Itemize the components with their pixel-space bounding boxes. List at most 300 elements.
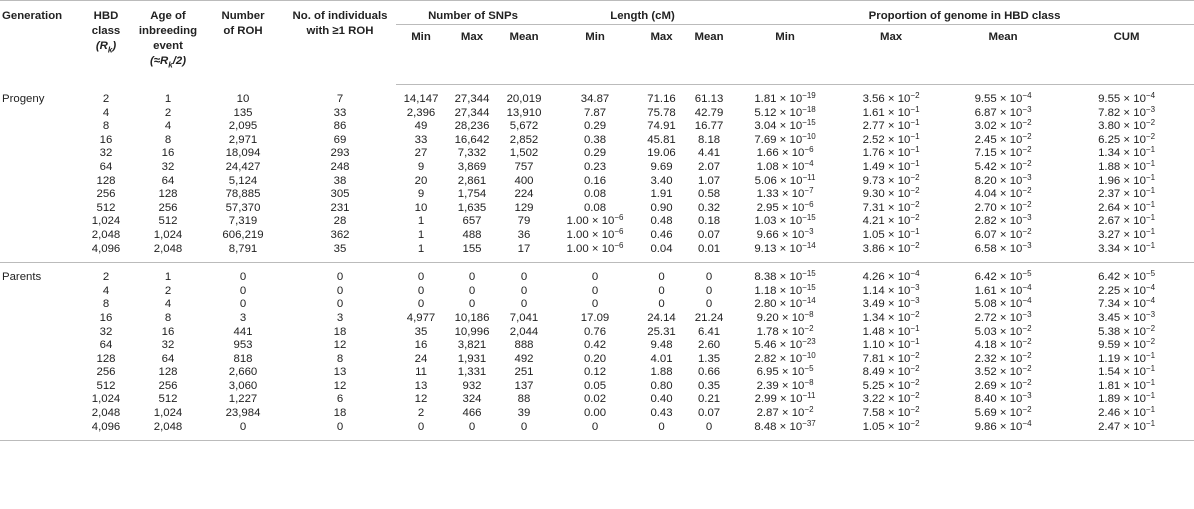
cell-snp-mean: 0 [498, 421, 550, 441]
cell-ind: 18 [333, 325, 347, 338]
cell-snp-min: 16 [414, 339, 428, 352]
cell-len-min: 0.76 [583, 325, 607, 338]
cell-age: 256 [158, 201, 178, 214]
cell-p-min: $1.03 \times 10^{-15}$ [754, 213, 816, 228]
cell-len-mean: 1.07 [697, 174, 721, 187]
cell-snp-mean: 492 [514, 352, 534, 365]
cell-len-mean: 21.24 [694, 311, 724, 324]
cell-p-cum: $2.37 \times 10^{-1}$ [1098, 186, 1156, 201]
cell-p-mean: $6.42 \times 10^{-5}$ [947, 263, 1059, 285]
header-age: Age of inbreeding event $(\approx R_k/2)$ [134, 1, 202, 85]
header-length-cm: Length (cM) [550, 1, 735, 25]
cell-len-mean: 0.07 [697, 228, 721, 241]
cell-p-min: $2.39 \times 10^{-8}$ [756, 377, 814, 392]
cell-snp-mean: 888 [514, 339, 534, 352]
cell-ind: 35 [333, 242, 347, 255]
cell-len-max: 1.91 [650, 188, 673, 201]
cell-age: 1,024 [153, 407, 183, 420]
cell-snp-max: 0 [446, 263, 498, 285]
parents-section [0, 263, 1194, 441]
cell-ind: 8 [336, 352, 344, 365]
table-row [0, 188, 1194, 202]
cell-snp-min: 9 [417, 160, 425, 173]
cell-p-max: $8.49 \times 10^{-2}$ [862, 364, 920, 379]
cell-roh: 3 [239, 311, 247, 324]
cell-age: 512 [158, 393, 178, 406]
cell-snp-mean: 0 [498, 263, 550, 285]
cell-p-mean: $5.69 \times 10^{-2}$ [974, 405, 1032, 420]
cell-snp-min: 14,147 [403, 93, 439, 105]
cell-p-mean: $8.20 \times 10^{-3}$ [974, 172, 1032, 187]
cell-snp-min: 0 [396, 263, 446, 285]
cell-snp-mean: 137 [514, 379, 534, 392]
cell-len-min: 0.29 [583, 120, 607, 133]
cell-p-max: $1.76 \times 10^{-1}$ [862, 145, 920, 160]
cell-hbd: 32 [99, 325, 113, 338]
cell-p-cum: $1.54 \times 10^{-1}$ [1098, 364, 1156, 379]
cell-snp-mean: 39 [517, 407, 531, 420]
cell-snp-max: 27,344 [454, 106, 490, 119]
cell-roh: 135 [233, 106, 253, 119]
cell-p-max: $1.10 \times 10^{-1}$ [862, 337, 920, 352]
generation-cell [0, 147, 78, 161]
cell-snp-max: 657 [462, 215, 482, 228]
cell-p-cum: $3.34 \times 10^{-1}$ [1098, 240, 1156, 255]
cell-snp-mean: 757 [514, 160, 534, 173]
cell-len-min: 0.02 [583, 393, 607, 406]
cell-len-max: 25.31 [647, 325, 676, 338]
cell-hbd: 512 [96, 201, 116, 214]
cell-snp-max: 2,861 [457, 174, 487, 187]
cell-ind: 0 [284, 421, 396, 441]
generation-cell [0, 353, 78, 367]
cell-p-min: $1.66 \times 10^{-6}$ [756, 145, 814, 160]
cell-p-mean: $7.15 \times 10^{-2}$ [974, 145, 1032, 160]
cell-snp-max: 10,996 [454, 325, 490, 338]
cell-p-min: $2.87 \times 10^{-2}$ [756, 405, 814, 420]
cell-len-mean: 2.07 [697, 160, 721, 173]
cell-len-max: 74.91 [647, 120, 676, 133]
cell-roh: 953 [233, 339, 253, 352]
cell-p-min: $1.08 \times 10^{-4}$ [756, 158, 814, 173]
cell-len-min: 0 [591, 284, 599, 297]
generation-cell [0, 134, 78, 148]
cell-len-mean: 0.18 [697, 215, 721, 228]
cell-p-cum: $6.25 \times 10^{-2}$ [1098, 131, 1156, 146]
cell-snp-mean: 88 [517, 393, 531, 406]
cell-snp-max: 3,869 [457, 160, 487, 173]
cell-ind: 86 [333, 120, 347, 133]
cell-p-max: $9.30 \times 10^{-2}$ [862, 186, 920, 201]
generation-cell [0, 107, 78, 121]
cell-roh: 23,984 [225, 407, 261, 420]
cell-len-mean: 8.18 [697, 133, 721, 146]
cell-snp-mean: 0 [520, 284, 528, 297]
cell-len-min: 0.38 [583, 133, 607, 146]
cell-roh: 78,885 [225, 188, 261, 201]
cell-snp-min: 2,396 [406, 106, 436, 119]
cell-age: 32 [161, 160, 175, 173]
cell-snp-max: 155 [462, 242, 482, 255]
cell-p-cum: $2.25 \times 10^{-4}$ [1098, 282, 1156, 297]
cell-p-min: $9.13 \times 10^{-14}$ [754, 240, 816, 255]
cell-snp-max: 0 [446, 421, 498, 441]
cell-ind: 0 [336, 284, 344, 297]
generation-cell [0, 366, 78, 380]
generation-cell [0, 215, 78, 229]
cell-len-min: 0.12 [583, 366, 607, 379]
table-row [0, 393, 1194, 407]
table-row [0, 298, 1194, 312]
table-row [0, 312, 1194, 326]
cell-len-mean: 0 [705, 298, 713, 311]
cell-age: 16 [161, 147, 175, 160]
generation-cell [0, 393, 78, 407]
cell-hbd: 16 [99, 311, 113, 324]
cell-ind: 13 [333, 366, 347, 379]
cell-p-mean: $8.40 \times 10^{-3}$ [974, 391, 1032, 406]
cell-p-min: $8.48 \times 10^{-37}$ [735, 421, 835, 441]
cell-p-max: $1.49 \times 10^{-1}$ [862, 158, 920, 173]
cell-hbd: 2,048 [91, 407, 121, 420]
cell-snp-min: 2 [417, 407, 425, 420]
cell-p-max: $7.31 \times 10^{-2}$ [862, 199, 920, 214]
cell-len-max: 24.14 [647, 311, 676, 324]
cell-len-mean: 61.13 [694, 93, 724, 105]
cell-p-min: $2.99 \times 10^{-11}$ [754, 391, 816, 406]
cell-age: 128 [158, 366, 178, 379]
cell-len-max: 0.43 [650, 407, 673, 420]
cell-p-max: $2.52 \times 10^{-1}$ [862, 131, 920, 146]
cell-len-max: 1.88 [650, 366, 673, 379]
cell-p-max: $1.34 \times 10^{-2}$ [862, 309, 920, 324]
generation-cell [0, 326, 78, 340]
cell-roh: 2,660 [228, 366, 258, 379]
cell-p-mean: $6.58 \times 10^{-3}$ [974, 240, 1032, 255]
table-row [0, 85, 1194, 107]
cell-len-mean: 0 [683, 421, 735, 441]
cell-p-cum: $3.27 \times 10^{-1}$ [1098, 226, 1156, 241]
cell-snp-min: 49 [414, 120, 428, 133]
cell-len-mean: 0 [683, 263, 735, 285]
cell-hbd: 4,096 [91, 242, 121, 255]
generation-cell [0, 298, 78, 312]
cell-age: 128 [158, 188, 178, 201]
cell-len-max: 0.90 [650, 201, 673, 214]
cell-len-mean: 0 [705, 284, 713, 297]
cell-hbd: 8 [102, 120, 110, 133]
cell-len-min: 34.87 [580, 93, 610, 105]
cell-snp-min: 1 [417, 215, 425, 228]
cell-roh: 10 [236, 92, 250, 105]
cell-roh: 2,095 [228, 120, 258, 133]
table-row [0, 147, 1194, 161]
cell-snp-min: 27 [414, 147, 428, 160]
table-row [0, 421, 1194, 441]
cell-hbd: 64 [99, 339, 113, 352]
cell-hbd: 1,024 [91, 393, 121, 406]
cell-len-max: 4.01 [650, 352, 673, 365]
cell-p-mean: $5.03 \times 10^{-2}$ [974, 323, 1032, 338]
cell-p-cum: $1.34 \times 10^{-1}$ [1098, 145, 1156, 160]
cell-ind: 3 [336, 311, 344, 324]
cell-roh: 0 [239, 298, 247, 311]
cell-len-min: 0.16 [583, 174, 607, 187]
cell-snp-min: 9 [417, 188, 425, 201]
cell-hbd: 512 [96, 379, 116, 392]
cell-snp-mean: 224 [514, 188, 534, 201]
cell-len-mean: 0.32 [697, 201, 721, 214]
generation-cell [0, 339, 78, 353]
cell-len-max: 0.80 [650, 379, 673, 392]
cell-snp-max: 1,635 [457, 201, 487, 214]
table-row [0, 285, 1194, 299]
cell-p-cum: $3.45 \times 10^{-3}$ [1098, 309, 1156, 324]
cell-roh: 18,094 [225, 147, 261, 160]
cell-age: 2,048 [153, 242, 183, 255]
cell-hbd: 128 [96, 352, 116, 365]
cell-p-cum: $5.38 \times 10^{-2}$ [1098, 323, 1156, 338]
cell-len-min: 17.09 [580, 311, 610, 324]
cell-roh: 7,319 [228, 215, 258, 228]
cell-snp-mean: 7,041 [509, 311, 539, 324]
cell-p-max: $4.26 \times 10^{-4}$ [835, 263, 947, 285]
generation-cell [0, 407, 78, 421]
cell-p-cum: $1.81 \times 10^{-1}$ [1098, 377, 1156, 392]
cell-ind: 0 [284, 263, 396, 285]
cell-len-mean: 42.79 [694, 106, 724, 119]
generation-cell [0, 229, 78, 243]
cell-snp-mean: 129 [514, 201, 534, 214]
header-proportion: Proportion of genome in HBD class [735, 1, 1194, 25]
cell-p-max: $7.81 \times 10^{-2}$ [862, 350, 920, 365]
cell-p-cum: $7.34 \times 10^{-4}$ [1098, 296, 1156, 311]
cell-hbd: 1,024 [91, 215, 121, 228]
cell-age: 2 [164, 284, 172, 297]
cell-snp-mean: 17 [517, 242, 531, 255]
cell-hbd: 8 [102, 298, 110, 311]
cell-snp-min: 11 [415, 366, 427, 379]
cell-snp-mean: 36 [517, 228, 531, 241]
table-row [0, 202, 1194, 216]
cell-p-min: $1.18 \times 10^{-15}$ [754, 282, 816, 297]
cell-len-max: 45.81 [647, 133, 676, 146]
generation-cell [0, 243, 78, 263]
cell-snp-min: 35 [414, 325, 428, 338]
table-row [0, 326, 1194, 340]
cell-roh: 0 [239, 284, 247, 297]
cell-snp-max: 3,821 [457, 339, 487, 352]
header-individuals: No. of individuals with ≥1 ROH [284, 1, 396, 85]
header-len-mean: Mean [683, 25, 735, 85]
cell-p-min: $5.12 \times 10^{-18}$ [754, 104, 816, 119]
cell-roh: 606,219 [222, 228, 264, 241]
cell-age: 1,024 [153, 228, 183, 241]
cell-snp-min: 0 [396, 421, 446, 441]
cell-age: 64 [161, 174, 175, 187]
cell-p-mean: $1.61 \times 10^{-4}$ [974, 282, 1032, 297]
table-row [0, 161, 1194, 175]
cell-len-min: 0.05 [583, 379, 607, 392]
cell-snp-max: 7,332 [457, 147, 487, 160]
cell-p-cum: $1.88 \times 10^{-1}$ [1098, 158, 1156, 173]
cell-snp-max: 0 [468, 284, 476, 297]
cell-len-max: 0.46 [650, 228, 673, 241]
cell-len-min: 0.29 [583, 147, 607, 160]
header-snp-min: Min [396, 25, 446, 85]
cell-snp-mean: 5,672 [509, 120, 539, 133]
cell-age: 8 [164, 133, 172, 146]
cell-p-cum: $1.96 \times 10^{-1}$ [1098, 172, 1156, 187]
table-row [0, 229, 1194, 243]
cell-snp-max: 0 [468, 298, 476, 311]
cell-len-min: 0 [591, 298, 599, 311]
cell-len-max: 19.06 [647, 147, 676, 160]
cell-p-max: $7.58 \times 10^{-2}$ [862, 405, 920, 420]
cell-p-mean: $3.02 \times 10^{-2}$ [974, 118, 1032, 133]
cell-len-mean: 16.77 [694, 120, 724, 133]
cell-snp-mean: 400 [514, 174, 534, 187]
cell-snp-max: 27,344 [454, 93, 490, 105]
cell-ind: 6 [336, 393, 344, 406]
cell-p-min: $9.66 \times 10^{-3}$ [756, 226, 814, 241]
table-row [0, 243, 1194, 263]
cell-snp-min: 4,977 [406, 311, 436, 324]
table-row [0, 380, 1194, 394]
cell-roh: 2,971 [228, 133, 258, 146]
cell-len-mean: 0.21 [697, 393, 721, 406]
cell-snp-mean: 2,044 [509, 325, 539, 338]
cell-p-min: $2.82 \times 10^{-10}$ [754, 350, 816, 365]
cell-p-cum: $2.46 \times 10^{-1}$ [1098, 405, 1156, 420]
cell-hbd: 4,096 [78, 421, 134, 441]
cell-roh: 57,370 [225, 201, 261, 214]
cell-p-max: $5.25 \times 10^{-2}$ [862, 377, 920, 392]
table-row [0, 353, 1194, 367]
cell-snp-min: 1 [417, 228, 425, 241]
cell-len-min: 7.87 [583, 106, 607, 119]
cell-len-max: 0.04 [650, 242, 673, 255]
cell-hbd: 256 [96, 188, 116, 201]
generation-cell [0, 285, 78, 299]
cell-snp-max: 932 [462, 379, 482, 392]
cell-age: 8 [164, 311, 172, 324]
cell-p-mean: $2.32 \times 10^{-2}$ [974, 350, 1032, 365]
cell-ind: 231 [330, 201, 350, 214]
cell-p-cum: $9.59 \times 10^{-2}$ [1098, 337, 1156, 352]
cell-p-mean: $2.82 \times 10^{-3}$ [974, 213, 1032, 228]
cell-len-mean: 0.35 [697, 379, 721, 392]
cell-len-min: 0.08 [583, 188, 607, 201]
cell-ind: 69 [333, 133, 347, 146]
cell-hbd: 4 [102, 106, 110, 119]
cell-p-mean: $6.87 \times 10^{-3}$ [974, 104, 1032, 119]
header-snp-max: Max [446, 25, 498, 85]
cell-roh: 0 [202, 263, 284, 285]
cell-p-cum: $2.64 \times 10^{-1}$ [1098, 199, 1156, 214]
cell-p-cum: $9.55 \times 10^{-4}$ [1098, 91, 1156, 105]
cell-ind: 248 [330, 160, 350, 173]
header-prop-max: Max [835, 25, 947, 85]
cell-roh: 818 [233, 352, 253, 365]
cell-p-mean: $4.18 \times 10^{-2}$ [974, 337, 1032, 352]
cell-len-min: 0 [550, 263, 640, 285]
cell-len-max: 0.48 [650, 215, 673, 228]
table-row [0, 120, 1194, 134]
cell-snp-min: 0 [417, 298, 425, 311]
cell-age: 1 [134, 263, 202, 285]
cell-len-max: 0 [640, 263, 683, 285]
cell-p-max: $2.77 \times 10^{-1}$ [862, 118, 920, 133]
cell-len-max: 3.40 [650, 174, 673, 187]
cell-p-cum: $2.47 \times 10^{-1}$ [1059, 421, 1194, 441]
cell-p-min: $2.80 \times 10^{-14}$ [754, 296, 816, 311]
cell-hbd: 16 [99, 133, 113, 146]
cell-snp-mean: 1,502 [509, 147, 539, 160]
cell-p-mean: $9.86 \times 10^{-4}$ [947, 421, 1059, 441]
cell-age: 4 [164, 120, 172, 133]
cell-len-min: 0.23 [583, 160, 607, 173]
cell-snp-max: 324 [462, 393, 482, 406]
cell-len-max: 0 [640, 421, 683, 441]
table-row [0, 134, 1194, 148]
cell-ind: 7 [336, 92, 344, 105]
cell-snp-max: 466 [462, 407, 482, 420]
cell-p-min: $2.95 \times 10^{-6}$ [756, 199, 814, 214]
header-prop-min: Min [735, 25, 835, 85]
cell-p-max: $1.48 \times 10^{-1}$ [862, 323, 920, 338]
progeny-section [0, 85, 1194, 263]
cell-age: 1 [164, 92, 172, 105]
cell-age: 2 [164, 106, 172, 119]
cell-len-mean: 1.35 [697, 352, 721, 365]
cell-p-cum: $1.19 \times 10^{-1}$ [1098, 350, 1156, 365]
header-generation: Generation [0, 1, 78, 85]
cell-p-cum: $3.80 \times 10^{-2}$ [1098, 118, 1156, 133]
cell-age: 256 [158, 379, 178, 392]
cell-roh: 441 [233, 325, 253, 338]
cell-p-mean: $6.07 \times 10^{-2}$ [974, 226, 1032, 241]
cell-roh: 5,124 [228, 174, 258, 187]
cell-ind: 0 [336, 298, 344, 311]
cell-p-max: $3.86 \times 10^{-2}$ [862, 240, 920, 255]
cell-len-mean: 0.66 [697, 366, 721, 379]
header-prop-cum: CUM [1059, 25, 1194, 85]
cell-p-min: $1.81 \times 10^{-19}$ [754, 91, 816, 105]
cell-len-max: 75.78 [647, 106, 676, 119]
cell-p-min: $7.69 \times 10^{-10}$ [754, 131, 816, 146]
cell-p-max: $1.05 \times 10^{-2}$ [835, 421, 947, 441]
generation-cell [0, 312, 78, 326]
cell-ind: 305 [330, 188, 350, 201]
cell-snp-min: 13 [414, 379, 428, 392]
cell-ind: 38 [333, 174, 347, 187]
cell-age: 2,048 [134, 421, 202, 441]
header-number-of-roh: Number of ROH [202, 1, 284, 85]
cell-p-mean: $2.72 \times 10^{-3}$ [974, 309, 1032, 324]
cell-p-min: $8.38 \times 10^{-15}$ [735, 263, 835, 285]
cell-snp-min: 10 [414, 201, 428, 214]
table-header [0, 1, 1194, 85]
cell-ind: 12 [333, 379, 347, 392]
table-row [0, 366, 1194, 380]
cell-age: 32 [161, 339, 175, 352]
cell-snp-mean: 251 [514, 366, 534, 379]
cell-len-max: 9.48 [650, 339, 673, 352]
cell-snp-mean: 13,910 [506, 106, 542, 119]
cell-roh: 8,791 [228, 242, 258, 255]
cell-len-min: $1.00 \times 10^{-6}$ [566, 240, 624, 255]
